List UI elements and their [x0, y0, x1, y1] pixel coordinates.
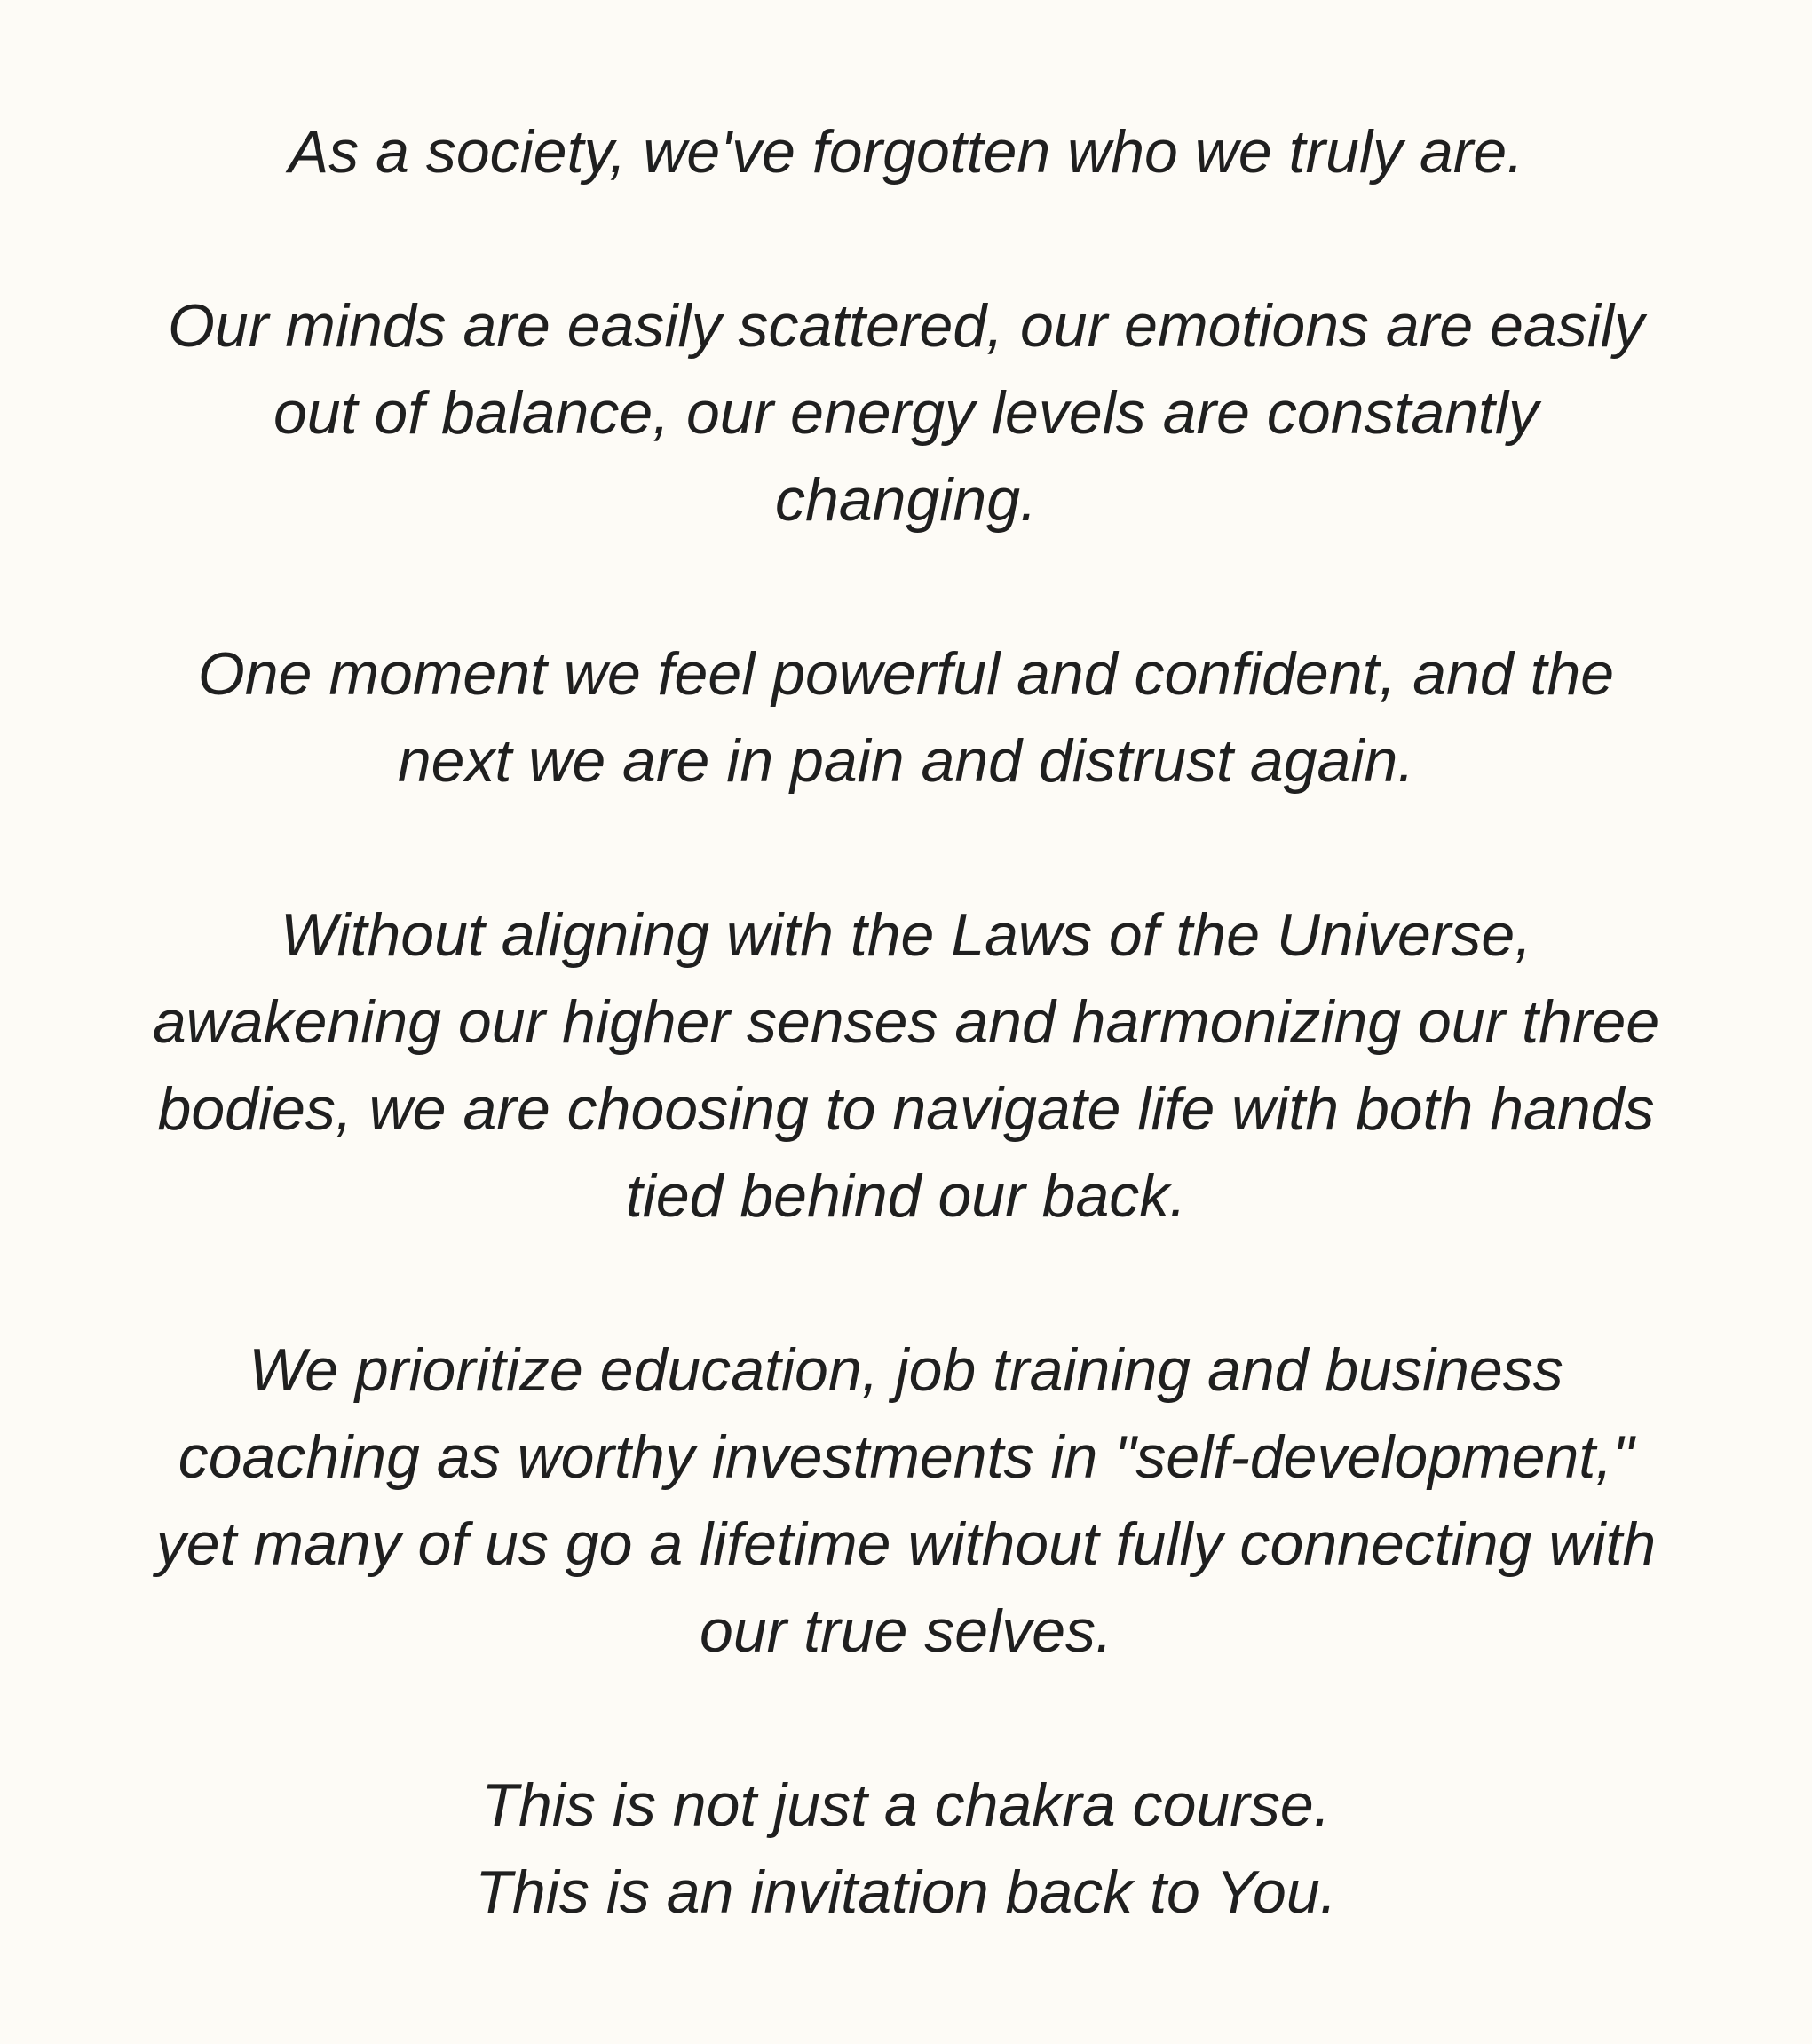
paragraph-moment	[107, 630, 1705, 804]
text-line: awakening our higher senses and harmonizing our three	[152, 988, 1660, 1056]
text-line: Without aligning with the Laws of the Universe,	[280, 901, 1532, 969]
text-line: This is not just a chakra course.	[481, 1771, 1331, 1839]
paragraph-invitation	[107, 1762, 1705, 1936]
text-line: Our minds are easily scattered, our emotions are easily	[168, 292, 1644, 360]
text-line: out of balance, our energy levels are constantly	[273, 379, 1539, 447]
paragraph-society	[107, 108, 1705, 195]
text-line: This is an invitation back to You.	[475, 1858, 1337, 1926]
text-line: changing.	[775, 466, 1037, 534]
text-line: yet many of us go a lifetime without fully connecting with	[155, 1510, 1657, 1578]
text-line: next we are in pain and distrust again.	[397, 727, 1415, 795]
text-line: bodies, we are choosing to navigate life with both hands	[157, 1075, 1655, 1143]
text-line: tied behind our back.	[625, 1162, 1187, 1230]
text-line: coaching as worthy investments in "self-development,"	[178, 1423, 1634, 1491]
text-line: One moment we feel powerful and confident, and the	[197, 640, 1615, 708]
text-line: We prioritize education, job training and business	[249, 1336, 1563, 1404]
text-block	[107, 108, 1705, 1936]
text-line: our true selves.	[700, 1597, 1112, 1665]
paragraph-minds	[107, 282, 1705, 543]
paragraph-education	[107, 1327, 1705, 1675]
text-line: As a society, we've forgotten who we truly are.	[288, 118, 1524, 186]
paragraph-universe	[107, 891, 1705, 1240]
